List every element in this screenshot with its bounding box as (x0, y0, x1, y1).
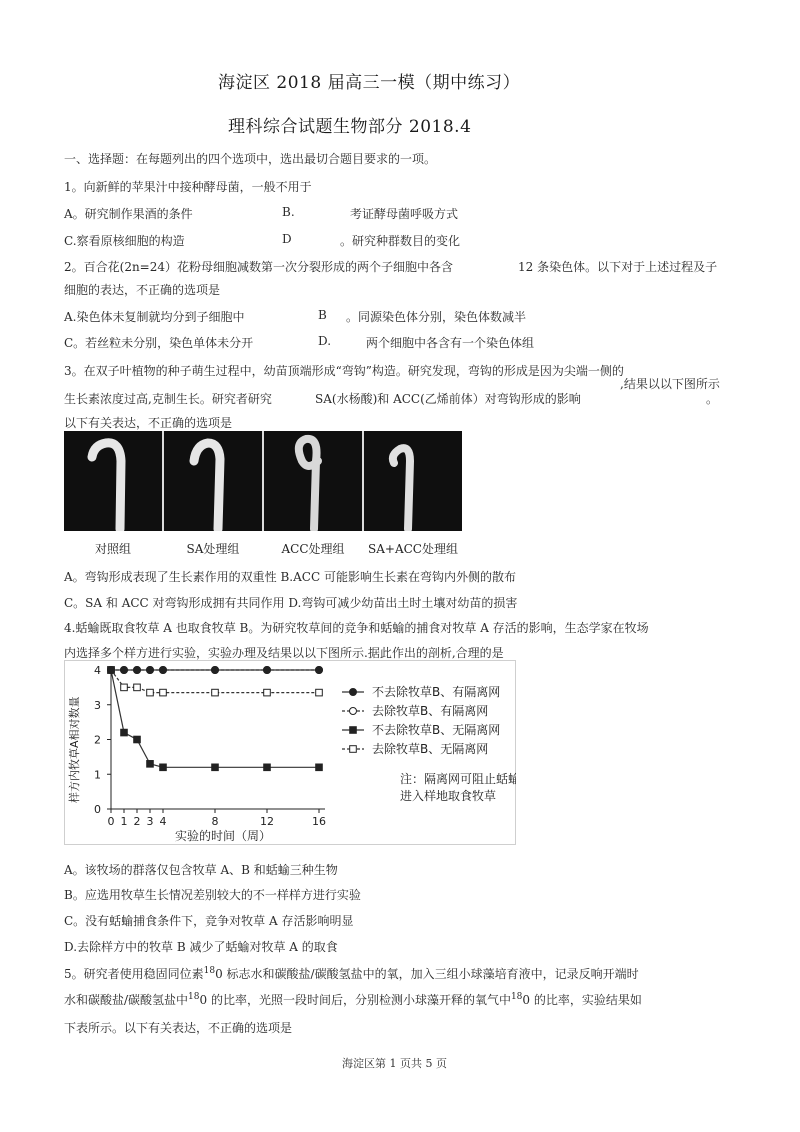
seedling-hook-image (64, 431, 162, 531)
q3-stem-line2a: 生长素浓度过高,克制生长。研究者研究 (64, 392, 272, 406)
data-point (134, 736, 141, 743)
data-point (316, 689, 323, 696)
q2-option-d: 两个细胞中各含有一个染色体组 (366, 336, 535, 350)
data-point (147, 761, 154, 768)
q3-option-cd: C。SA 和 ACC 对弯钩形成拥有共同作用 D.弯钩可减少幼苗出土时土壤对幼苗的损害 (64, 596, 518, 610)
x-tick-label: 4 (159, 815, 167, 828)
caption-control: 对照组 (94, 542, 131, 556)
page-subtitle: 理科综合试题生物部分 2018.4 (228, 117, 472, 137)
y-tick-label: 1 (94, 768, 101, 782)
q1-option-d-label: D (282, 232, 292, 246)
data-point (121, 684, 128, 691)
series-line (111, 670, 319, 767)
data-point (160, 764, 167, 771)
q5-line3: 下表所示。以下有关表达，不正确的选项是 (64, 1021, 293, 1035)
y-tick-label: 2 (94, 733, 101, 747)
data-point (108, 667, 115, 674)
q3-stem-line3: 以下有关表达，不正确的选项是 (64, 416, 233, 430)
seedling-hook-image (364, 431, 462, 531)
q1-option-b: 考证酵母菌呼吸方式 (350, 207, 459, 221)
data-point (316, 667, 323, 674)
q5-text: 0 标志水和碳酸盐/碳酸氢盐中的氧，加入三组小球藻培育液中，记录反响开端时 (215, 967, 639, 981)
legend-label: 去除牧草B、有隔离网 (372, 704, 489, 718)
y-tick-label: 0 (94, 803, 101, 816)
q3-stem: 3。在双子叶植物的种子萌生过程中，幼苗顶端形成“弯钩”构造。研究发现，弯钩的形成是因为尖端一侧的 (64, 364, 624, 378)
q4-option-b: B。应选用牧草生长情况差别较大的不一样样方进行实验 (64, 888, 361, 902)
data-point (264, 764, 271, 771)
q4-stem: 4.蛞蝓既取食牧草 A 也取食牧草 B。为研究牧草间的竞争和蛞蝓的捕食对牧草 A 存活的影响，生态学家在牧场 (64, 621, 649, 635)
q5-line1 (64, 965, 639, 982)
legend-marker (350, 727, 357, 734)
data-point (316, 764, 323, 771)
photo-panel-sa (164, 431, 264, 531)
q2-option-c: C。若丝粒未分别，染色单体未分开 (64, 336, 254, 350)
y-tick-label: 3 (94, 698, 101, 712)
q5-isotope-superscript: 18 (203, 966, 216, 976)
q4-option-d: D.去除样方中的牧草 B 减少了蛞蝓对牧草 A 的取食 (64, 940, 338, 954)
q3-stem-line2b: SA(水杨酸)和 ACC(乙烯前体）对弯钩形成的影响 (315, 392, 581, 406)
legend-marker (350, 689, 357, 696)
line-chart (64, 660, 516, 845)
seedling-hook-image (264, 431, 362, 531)
chart-note-line1: 注：隔离网可阻止蛞蝓 (400, 772, 516, 786)
data-point (147, 667, 154, 674)
q1-option-d: 。研究种群数目的变化 (340, 234, 461, 248)
caption-sa: SA处理组 (186, 542, 240, 556)
q4-option-c: C。没有蛞蝓捕食条件下，竞争对牧草 A 存活影响明显 (64, 914, 354, 928)
legend-label: 去除牧草B、无隔离网 (372, 742, 489, 756)
q3-stem-line2c: ,结果以以下图所示 (620, 377, 720, 391)
q1-stem: 1。向新鲜的苹果汁中接种酵母菌，一般不用于 (64, 180, 312, 194)
photo-panel-acc (264, 431, 364, 531)
data-point (134, 684, 141, 691)
q2-option-b: 。同源染色体分别，染色体数减半 (346, 310, 527, 324)
q1-option-b-label: B. (282, 205, 295, 219)
section-heading: 一、选择题：在每题列出的四个选项中，选出最切合题目要求的一项。 (64, 152, 437, 166)
x-tick-label: 0 (107, 815, 115, 828)
page-footer: 海淀区第 1 页共 5 页 (342, 1057, 447, 1070)
q2-stem-cont: 12 条染色体。以下对于上述过程及子 (518, 260, 718, 274)
x-tick-label: 16 (312, 815, 326, 828)
q5-text: 水和碳酸盐/碳酸氢盐中 (64, 993, 189, 1007)
x-tick-label: 3 (146, 815, 154, 828)
data-point (121, 729, 128, 736)
seedling-photo (64, 431, 462, 531)
data-point (264, 689, 271, 696)
x-tick-label: 2 (133, 815, 141, 828)
seedling-hook-image (164, 431, 262, 531)
q1-option-c: C.察看原核细胞的构造 (64, 234, 185, 248)
q2-option-a: A.染色体未复制就均分到子细胞中 (64, 310, 245, 324)
photo-panel-sa-acc (364, 431, 462, 531)
data-point (264, 667, 271, 674)
photo-panel-control (64, 431, 164, 531)
data-point (212, 764, 219, 771)
q5-text: 0 的比率，实验结果如 (522, 993, 642, 1007)
legend-label: 不去除牧草B、有隔离网 (372, 685, 501, 699)
q2-option-d-label: D. (318, 334, 332, 348)
q5-isotope-superscript: 18 (188, 992, 200, 1002)
legend-marker (350, 708, 357, 715)
line-chart-svg (64, 660, 516, 845)
x-tick-label: 8 (211, 815, 219, 828)
data-point (160, 689, 167, 696)
q5-text: 0 的比率，光照一段时间后，分别检测小球藻开释的氧气中 (199, 993, 511, 1007)
legend-label: 不去除牧草B、无隔离网 (372, 723, 501, 737)
legend-marker (350, 746, 357, 753)
q5-text: 5。研究者使用稳固同位素 (64, 967, 204, 981)
y-axis-label: 样方内牧草A相对数量 (68, 696, 81, 803)
x-tick-label: 12 (260, 815, 274, 828)
q5-isotope-superscript: 18 (510, 992, 523, 1002)
caption-sa-acc: SA+ACC处理组 (368, 542, 458, 556)
q4-option-a: A。该牧场的群落仅包含牧草 A、B 和蛞蝓三种生物 (64, 863, 338, 877)
q2-stem-line2: 细胞的表达，不正确的选项是 (64, 283, 221, 297)
q3-option-ab: A。弯钩形成表现了生长素作用的双重性 B.ACC 可能影响生长素在弯钩内外侧的散布 (64, 570, 516, 584)
q2-option-b-label: B (318, 308, 327, 322)
q2-stem: 2。百合花(2n=24）花粉母细胞减数第一次分裂形成的两个子细胞中各含 (64, 260, 454, 274)
q4-stem-line2: 内选择多个样方进行实验，实验办理及结果以以下图所示.据此作出的剖析,合理的是 (64, 646, 504, 660)
q1-option-a: A。研究制作果酒的条件 (64, 207, 193, 221)
q5-line2 (64, 991, 642, 1008)
chart-note-line2: 进入样地取食牧草 (400, 789, 497, 803)
data-point (121, 667, 128, 674)
data-point (212, 689, 219, 696)
y-tick-label: 4 (94, 664, 101, 677)
data-point (147, 689, 154, 696)
q3-stem-line2d: 。 (706, 392, 719, 406)
x-tick-label: 1 (120, 815, 128, 828)
data-point (160, 667, 167, 674)
page-title: 海淀区 2018 届高三一模（期中练习） (218, 73, 521, 93)
data-point (134, 667, 141, 674)
x-axis-label: 实验的时间（周） (175, 829, 272, 843)
caption-acc: ACC处理组 (281, 542, 345, 556)
data-point (212, 667, 219, 674)
